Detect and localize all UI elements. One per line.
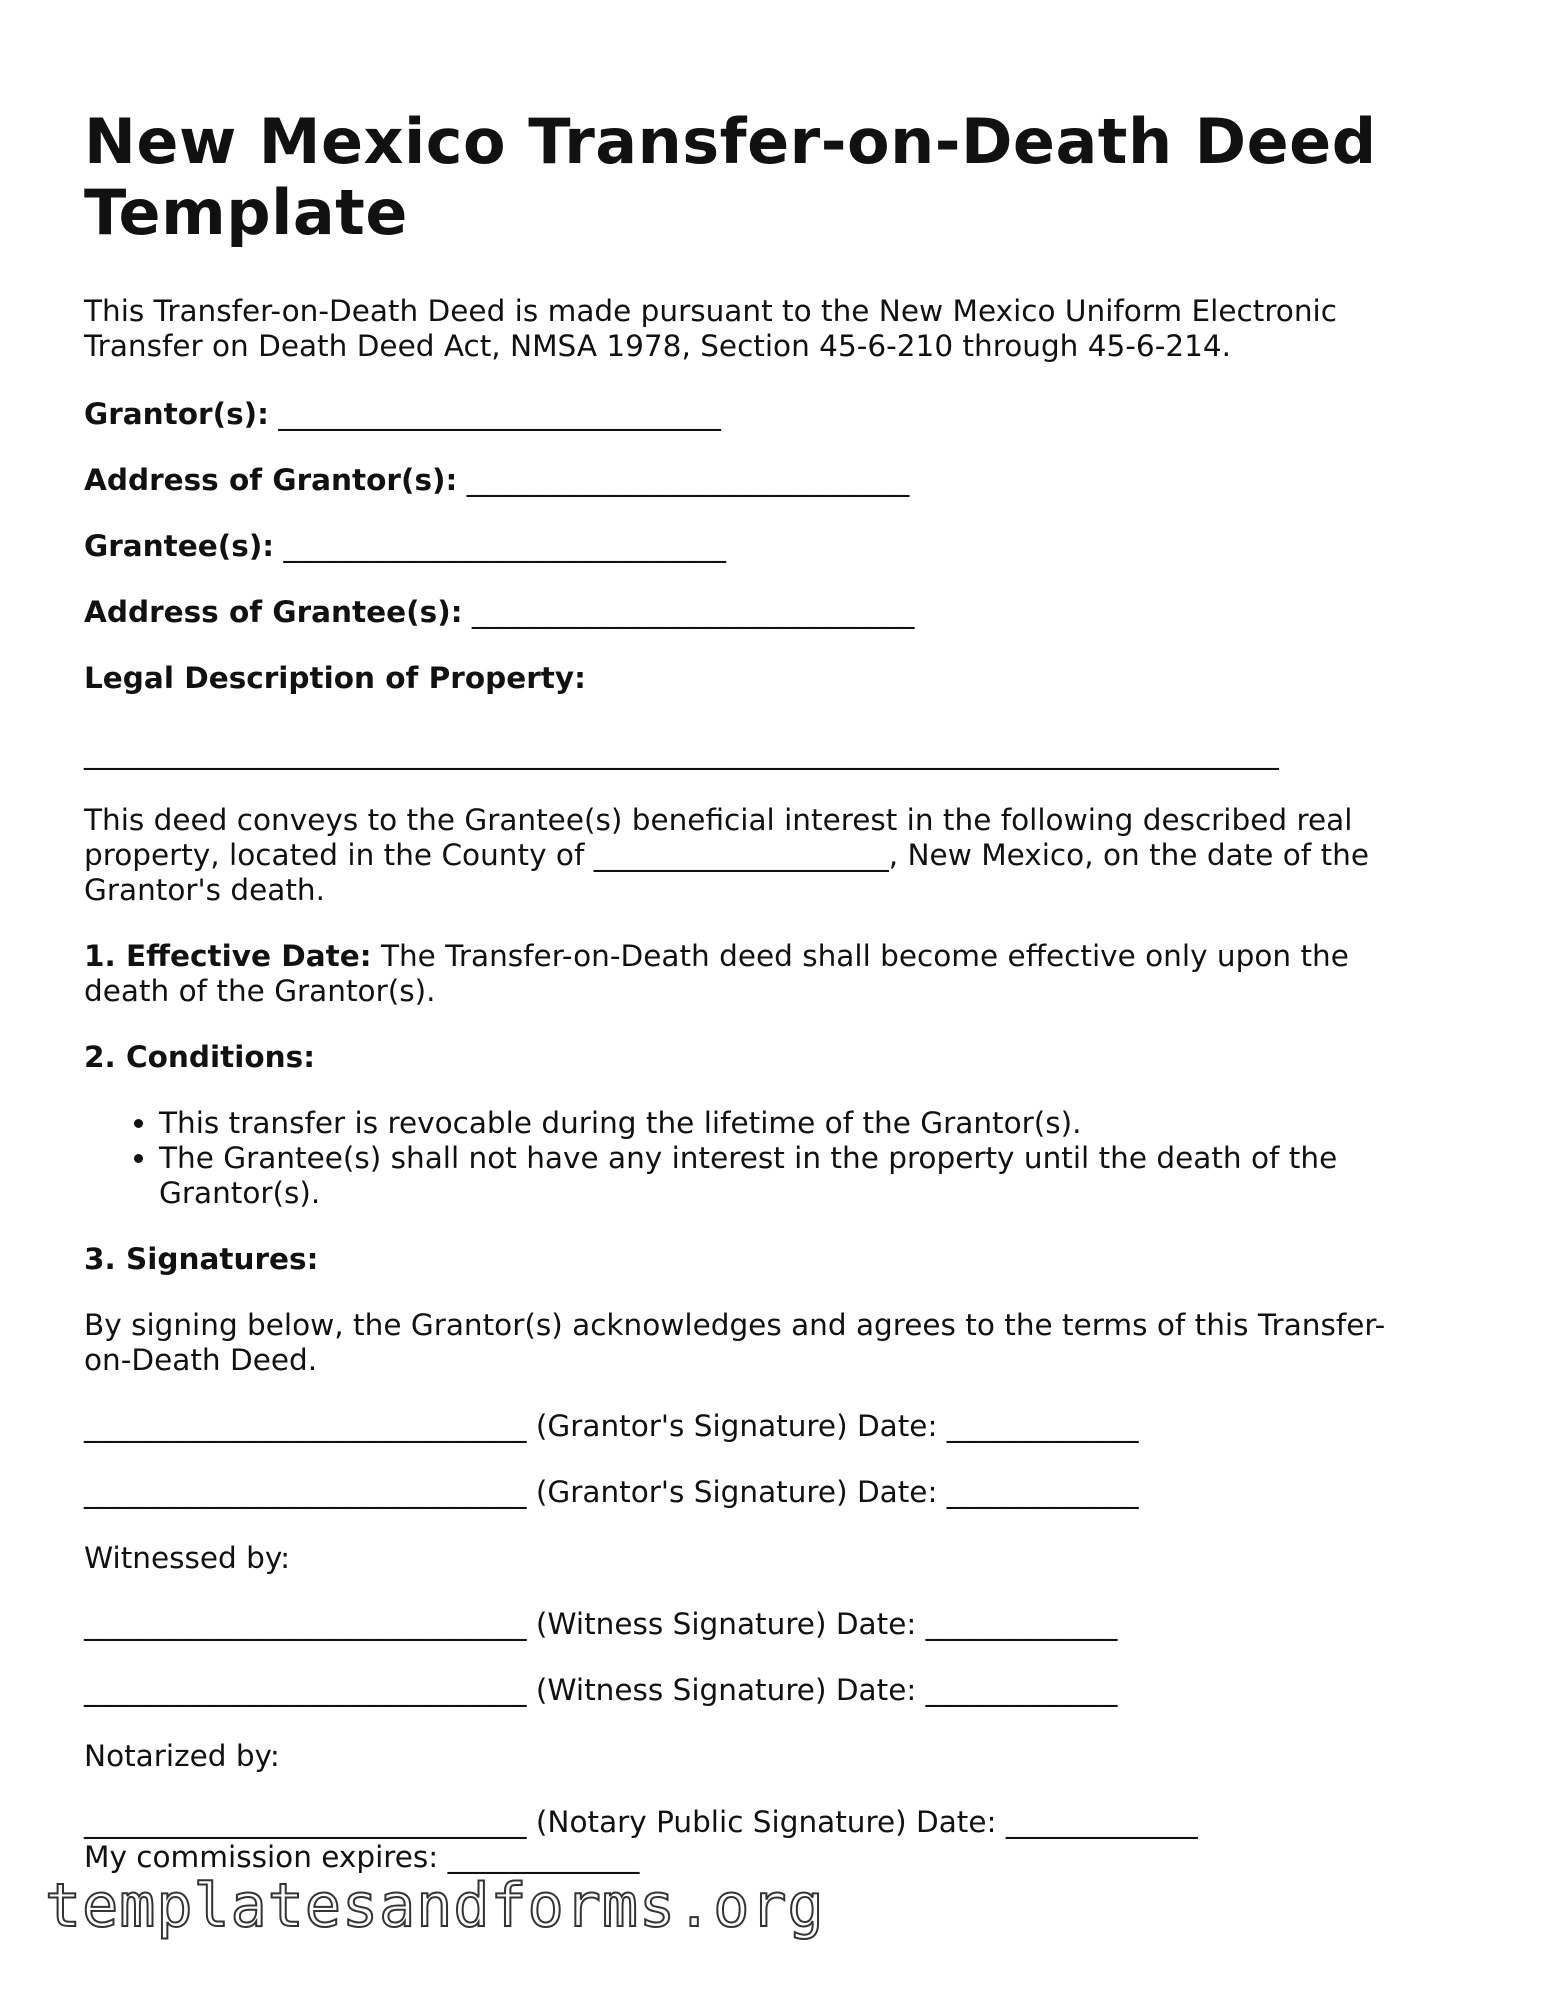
notarized-by-label: Notarized by: (84, 1739, 280, 1773)
grantee-blank[interactable]: ______________________________ (283, 529, 726, 563)
grantor-signature-label: (Grantor's Signature) Date: (526, 1475, 947, 1509)
section3-heading-text: 3. Signatures: (84, 1242, 319, 1276)
witness-signature-label: (Witness Signature) Date: (526, 1673, 926, 1707)
watermark-text: templatesandforms.org (45, 1871, 825, 1941)
list-item: • This transfer is revocable during the lifetime of the Grantor(s). (159, 1106, 1424, 1141)
conveyance-paragraph (84, 803, 1424, 908)
signature-blank[interactable]: ______________________________ (84, 1475, 527, 1509)
legal-description-field (84, 661, 1424, 696)
section1-text: The Transfer-on-Death deed shall become effective only upon the death of the Grantor(s). (84, 939, 1349, 1008)
commission-blank[interactable]: _____________ (447, 1840, 640, 1874)
notary-signature-line (84, 1805, 1424, 1840)
notary-signature-label: (Notary Public Signature) Date: (526, 1805, 1006, 1839)
grantor-label: Grantor(s): (84, 397, 269, 431)
signature-blank[interactable]: ______________________________ (84, 1607, 527, 1641)
conveyance-text-after: , New Mexico, on the date of the Grantor's death. (84, 838, 1369, 907)
grantor-blank[interactable]: ______________________________ (278, 397, 721, 431)
witness-signature-label: (Witness Signature) Date: (526, 1607, 926, 1641)
date-blank[interactable]: _____________ (946, 1409, 1139, 1443)
grantor-field (84, 397, 1424, 432)
section3-heading (84, 1242, 1424, 1277)
witnessed-by-label: Witnessed by: (84, 1541, 291, 1575)
section2-heading-text: 2. Conditions: (84, 1040, 315, 1074)
date-blank[interactable]: _____________ (925, 1607, 1118, 1641)
grantor-address-field (84, 463, 1424, 498)
grantee-label: Grantee(s): (84, 529, 275, 563)
section-effective-date (84, 939, 1424, 1009)
date-blank[interactable]: _____________ (1005, 1805, 1198, 1839)
signature-blank[interactable]: ______________________________ (84, 1805, 527, 1839)
section2-heading (84, 1040, 1424, 1075)
commission-expires-line (84, 1840, 639, 1875)
grantee-address-blank[interactable]: ______________________________ (471, 595, 915, 629)
grantor-address-label: Address of Grantor(s): (84, 463, 458, 497)
intro-paragraph: This Transfer-on-Death Deed is made pursuant to the New Mexico Uniform Electronic Transfer on Death Deed Act, NMSA 1978, Section 45-6-210 through 45-6-214. (84, 294, 1337, 363)
grantor-signature-label: (Grantor's Signature) Date: (526, 1409, 947, 1443)
witness-signature-line-2 (84, 1673, 1424, 1708)
legal-description-blank[interactable]: _________________________________________________________________________________ (84, 736, 1279, 770)
page-title: New Mexico Transfer-on-Death Deed Template (84, 105, 1377, 249)
county-blank[interactable]: ____________________ (593, 838, 889, 872)
grantor-signature-line-1 (84, 1409, 1424, 1444)
witness-signature-line-1 (84, 1607, 1424, 1642)
grantee-address-field (84, 595, 1424, 630)
section1-heading: 1. Effective Date: (84, 939, 372, 973)
commission-label: My commission expires: (84, 1840, 448, 1874)
grantor-signature-line-2 (84, 1475, 1424, 1510)
date-blank[interactable]: _____________ (925, 1673, 1118, 1707)
legal-description-label: Legal Description of Property: (84, 661, 586, 695)
document-page (84, 106, 1424, 1871)
signature-blank[interactable]: ______________________________ (84, 1409, 527, 1443)
section3-text: By signing below, the Grantor(s) acknowledges and agrees to the terms of this Transfer-on-Death Deed. (84, 1308, 1386, 1377)
grantor-address-blank[interactable]: ______________________________ (466, 463, 910, 497)
date-blank[interactable]: _____________ (946, 1475, 1139, 1509)
conditions-list (84, 1106, 1424, 1211)
signature-blank[interactable]: ______________________________ (84, 1673, 527, 1707)
conveyance-text-before: This deed conveys to the Grantee(s) beneficial interest in the following described real property, located in the County of (84, 803, 1353, 872)
grantee-field (84, 529, 1424, 564)
list-item: • The Grantee(s) shall not have any interest in the property until the death of the Grantor(s). (159, 1141, 1424, 1211)
grantee-address-label: Address of Grantee(s): (84, 595, 463, 629)
